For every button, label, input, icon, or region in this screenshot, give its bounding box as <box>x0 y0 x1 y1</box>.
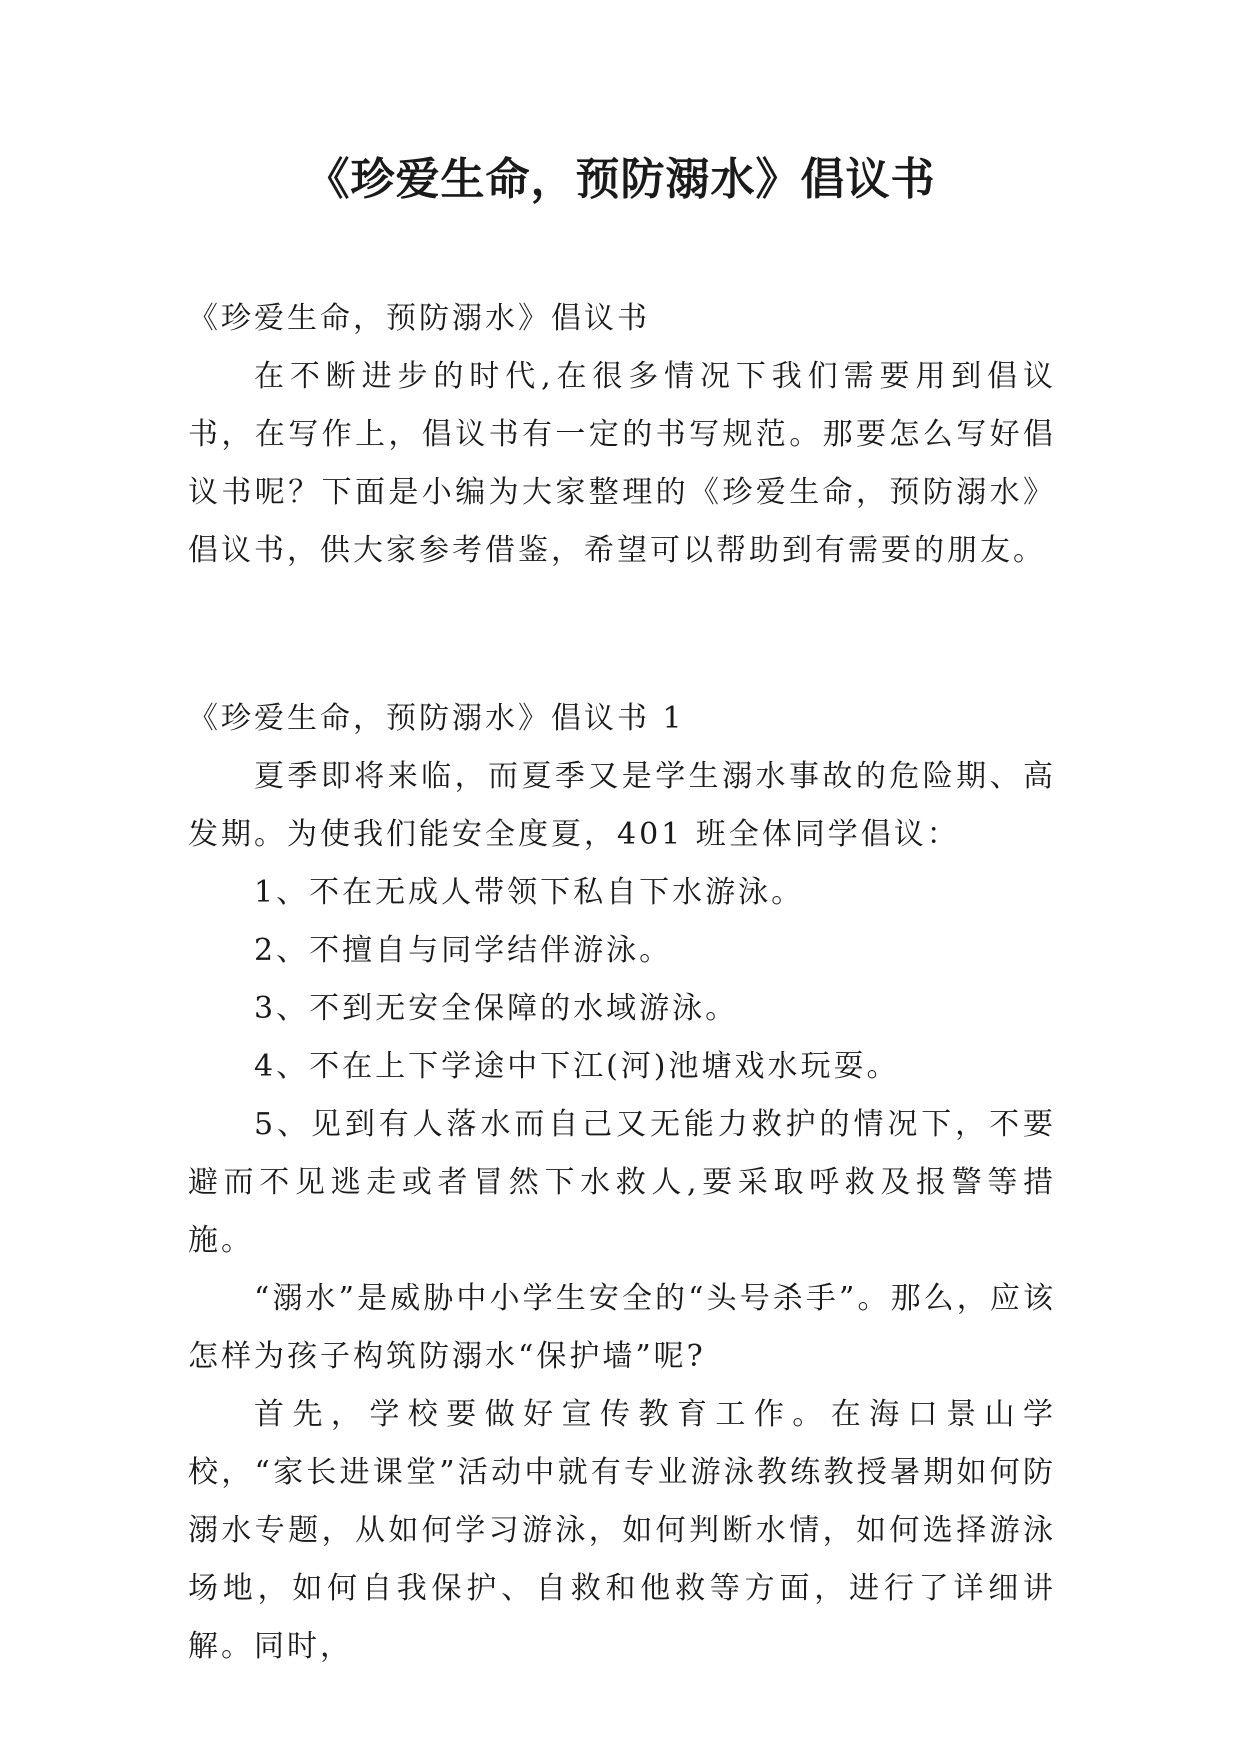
document-title: 《珍爱生命，预防溺水》倡议书 <box>305 154 936 205</box>
section-1-opening: 夏季即将来临，而夏季又是学生溺水事故的危险期、高发期。为使我们能安全度夏，401 班全体同学倡议： <box>188 759 1056 852</box>
list-item: 5、见到有人落水而自己又无能力救护的情况下，不要避而不见逃走或者冒然下水救人,要采取呼救及报警等措施。 <box>188 1107 1056 1258</box>
list-item: 2、不擅自与同学结伴游泳。 <box>254 933 673 968</box>
section-1-heading: 《珍爱生命，预防溺水》倡议书 1 <box>188 701 685 736</box>
section-1-paragraph-3: 首先，学校要做好宣传教育工作。在海口景山学校，“家长进课堂”活动中就有专业游泳教练教授暑期如何防溺水专题，从如何学习游泳，如何判断水情，如何选择游泳场地，如何自我保护、自救和他救等方面，进行了详细讲解。同时， <box>188 1397 1056 1664</box>
intro-heading: 《珍爱生命，预防溺水》倡议书 <box>188 301 650 336</box>
list-item: 1、不在无成人带领下私自下水游泳。 <box>254 875 805 910</box>
intro-section <box>188 290 1056 580</box>
section-1-paragraph-2: “溺水”是威胁中小学生安全的“头号杀手”。那么，应该怎样为孩子构筑防溺水“保护墙”呢? <box>188 1281 1056 1374</box>
section-1 <box>188 690 1056 1676</box>
list-item: 3、不到无安全保障的水域游泳。 <box>254 991 739 1026</box>
list-item: 4、不在上下学途中下江(河)池塘戏水玩耍。 <box>254 1049 900 1084</box>
intro-paragraph: 在不断进步的时代,在很多情况下我们需要用到倡议书，在写作上，倡议书有一定的书写规范。那要怎么写好倡议书呢？下面是小编为大家整理的《珍爱生命，预防溺水》倡议书，供大家参考借鉴，希望可以帮助到有需要的朋友。 <box>188 359 1056 568</box>
